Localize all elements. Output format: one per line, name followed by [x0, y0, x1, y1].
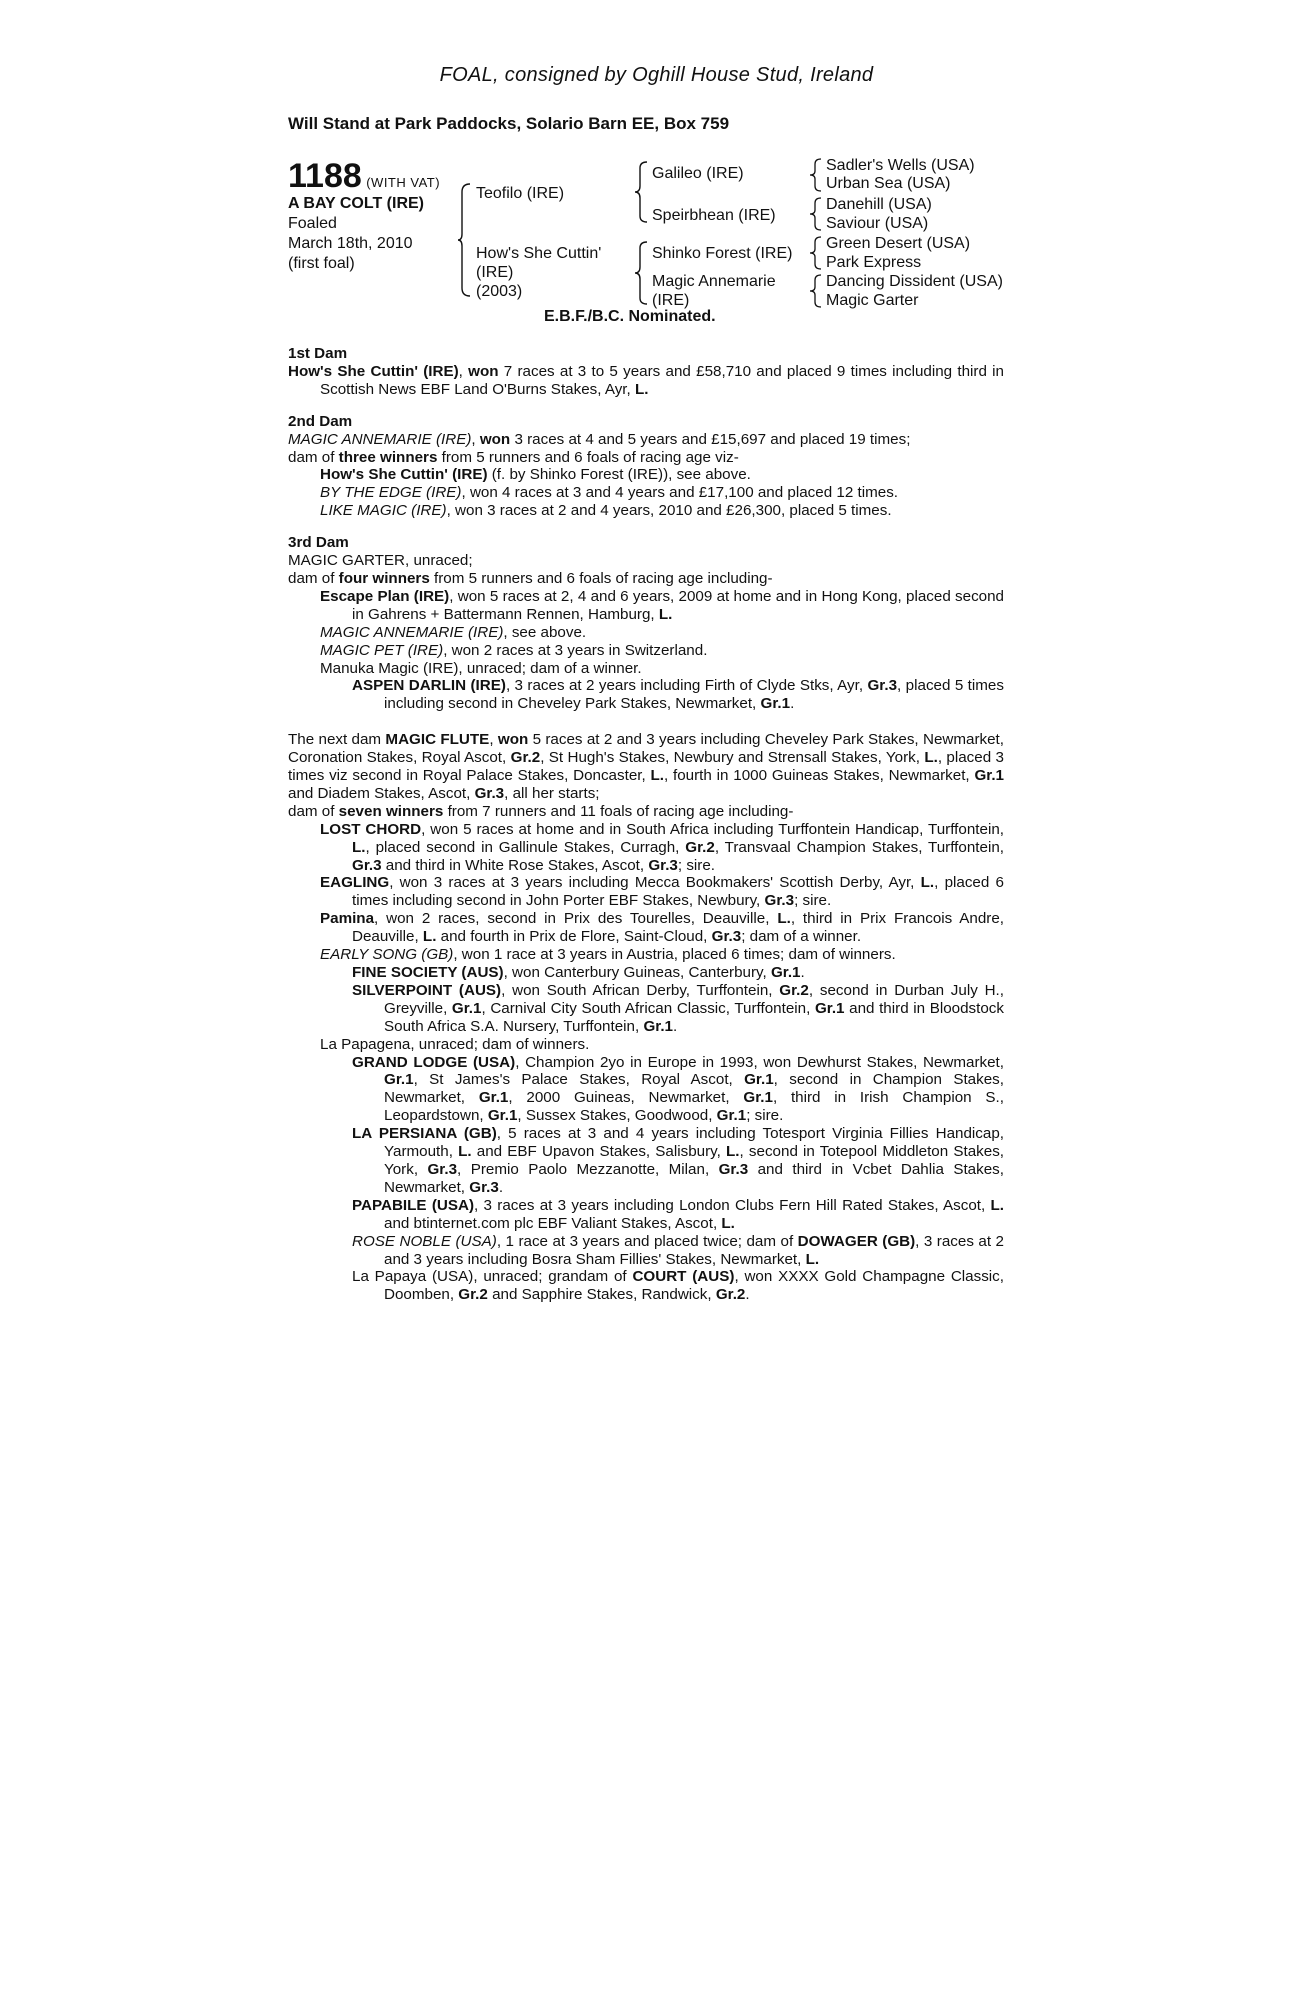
produce-entry	[288, 964, 1004, 982]
vat-note: (WITH VAT)	[366, 175, 441, 190]
produce-text: and third in Vcbet Dahlia Stakes, Newmarket,	[384, 1160, 1004, 1196]
first-dam-heading: 1st Dam	[288, 345, 348, 362]
lot-info	[288, 158, 440, 274]
produce-entry: Manuka Magic (IRE), unraced; dam of a winner.	[320, 659, 642, 677]
third-dam-heading: 3rd Dam	[288, 534, 349, 552]
grade-label: Gr.2	[458, 1286, 488, 1304]
pedigree-dam-name: How's She Cuttin'	[476, 245, 602, 262]
grade-label: L.	[777, 910, 791, 928]
produce-text: (f. by Shinko Forest (IRE)), see above.	[487, 466, 751, 484]
produce-text: , won 3 races at 3 years including Mecca Bookmakers' Scottish Derby, Ayr,	[389, 874, 921, 892]
grade-label: Gr.1	[770, 964, 801, 981]
grade-label: Gr.2	[715, 1286, 746, 1304]
second-dam-produce-summary	[288, 449, 1004, 467]
produce-text: , Transvaal Champion Stakes, Turffontein,	[714, 838, 1004, 856]
produce-entry	[288, 502, 1004, 520]
grade-label: Gr.1	[814, 999, 845, 1017]
record-text: , all her starts;	[504, 784, 600, 802]
grade-label: Gr.3	[427, 1160, 458, 1178]
produce-text: from 7 runners and 11 foals of racing age including-	[443, 802, 794, 820]
grade-label: Gr.3	[469, 1178, 499, 1196]
produce-name: Escape Plan (IRE)	[320, 587, 450, 605]
produce-entry	[288, 910, 1004, 946]
produce-entry	[288, 1233, 1004, 1269]
produce-entry	[288, 821, 1004, 875]
produce-text: , won 2 races at 3 years in Switzerland.	[443, 641, 708, 659]
consignor-header: FOAL, consigned by Oghill House Stud, Ireland	[439, 64, 874, 86]
produce-entry	[288, 466, 1004, 484]
produce-text: , placed second in Gallinule Stakes, Curragh,	[365, 838, 686, 856]
produce-name: LOST CHORD	[320, 820, 422, 838]
next-dam-produce-summary	[288, 803, 1004, 821]
first-dam-name: How's She Cuttin' (IRE)	[288, 362, 459, 380]
produce-text: ; sire.	[677, 856, 716, 874]
dd-brace	[810, 273, 822, 309]
dam-of-label: dam of	[288, 802, 339, 820]
dam-brace	[635, 240, 649, 306]
produce-name: EAGLING	[320, 874, 390, 892]
section-gap	[288, 713, 1004, 731]
produce-text: , second in Durban July H., Greyville,	[384, 981, 1004, 1017]
grade-label: L.	[352, 838, 366, 856]
grade-label: L.	[658, 605, 673, 623]
grade-label: Gr.1	[451, 999, 482, 1017]
produce-text: , St James's Palace Stakes, Royal Ascot,	[413, 1071, 745, 1089]
produce-text: , Premio Paolo Mezzanotte, Milan,	[457, 1160, 719, 1178]
produce-text: , 3 races at 3 years including London Clubs Fern Hill Rated Stakes, Ascot,	[474, 1196, 991, 1214]
foaled-date: March 18th, 2010	[288, 235, 413, 252]
grade-label: L.	[920, 874, 935, 892]
produce-entry	[288, 1197, 1004, 1233]
produce-text: , 3 races at 2 and 3 years including Bosra Sham Fillies' Stakes, Newmarket,	[384, 1232, 1004, 1268]
produce-text: and third in Bloodstock South Africa S.A. Nursery, Turffontein,	[384, 999, 1004, 1035]
produce-text: La Papaya (USA), unraced; grandam of	[352, 1268, 633, 1286]
produce-text: and third in White Rose Stakes, Ascot,	[381, 856, 649, 874]
foaled-label: Foaled	[288, 215, 337, 232]
lot-number: 1188	[288, 157, 362, 195]
produce-text: ; sire.	[794, 892, 832, 910]
pedigree-dam-dam-country: (IRE)	[652, 292, 690, 309]
grade-label: Gr.3	[711, 928, 742, 946]
produce-text: , third in Irish Champion S., Leopardstown,	[384, 1089, 1004, 1125]
punctuation: .	[790, 695, 795, 713]
grade-label: Gr.1	[716, 1107, 747, 1125]
third-dam-record: MAGIC GARTER, unraced;	[288, 552, 473, 570]
won-label: won	[479, 430, 511, 448]
produce-entry	[288, 1054, 1004, 1126]
grade-label: Gr.1	[760, 695, 791, 713]
ss-brace	[810, 157, 822, 193]
won-label: won	[468, 362, 499, 380]
third-dam-produce-summary	[288, 570, 1004, 588]
produce-text: , see above.	[503, 623, 587, 641]
produce-text: and fourth in Prix de Flore, Saint-Cloud,	[436, 928, 712, 946]
grade-label: Gr.3	[764, 892, 795, 910]
produce-entry	[288, 624, 1004, 642]
winners-count: seven winners	[338, 802, 444, 820]
grade-label: Gr.3	[474, 784, 505, 802]
grade-label: L.	[458, 1143, 472, 1161]
produce-text: , won 2 races, second in Prix des Tourelles, Deauville,	[374, 910, 778, 928]
produce-text: , won 1 race at 3 years in Austria, placed 6 times; dam of winners.	[453, 946, 896, 964]
pedigree-sire-sire: Galileo (IRE)	[652, 165, 744, 182]
produce-name: ROSE NOBLE (USA)	[352, 1232, 497, 1250]
won-label: won	[497, 731, 529, 749]
produce-entry	[288, 588, 1004, 624]
stabling-line: Will Stand at Park Paddocks, Solario Barn EE, Box 759	[288, 114, 730, 133]
produce-text: , won Canterbury Guineas, Canterbury,	[503, 964, 771, 981]
grade-label: Gr.1	[743, 1089, 773, 1107]
produce-text: , won XXXX Gold Champagne Classic, Doomben,	[384, 1268, 1004, 1304]
lot-title: A BAY COLT (IRE)	[288, 195, 425, 212]
produce-entry	[288, 946, 1004, 964]
grade-label: L.	[924, 749, 938, 767]
produce-entry: La Papagena, unraced; dam of winners.	[320, 1035, 590, 1053]
produce-name: LA PERSIANA (GB)	[352, 1125, 497, 1143]
grade-label: Gr.3	[718, 1160, 749, 1178]
grade-label: Gr.2	[779, 981, 809, 999]
foal-note: (first foal)	[288, 255, 355, 272]
next-dam-name: MAGIC FLUTE	[385, 731, 490, 749]
grade-label: L.	[422, 928, 437, 946]
produce-name: Pamina	[320, 910, 375, 928]
produce-name: COURT (AUS)	[632, 1268, 735, 1286]
record-text: , placed 3 times viz second in Royal Palace Stakes, Doncaster,	[288, 749, 1004, 785]
grade-label: Gr.2	[510, 749, 541, 767]
grade-label: Gr.3	[648, 856, 678, 874]
pedigree-dam-dam-name: Magic Annemarie	[652, 273, 776, 290]
pedigree-dss: Green Desert (USA)	[826, 235, 971, 252]
produce-text: , placed 6 times including second in John Porter EBF Stakes, Newbury,	[352, 874, 1004, 910]
produce-entry	[288, 1268, 1004, 1304]
grade-label: Gr.3	[867, 677, 898, 695]
produce-text: and EBF Upavon Stakes, Salisbury,	[471, 1143, 727, 1161]
produce-text: , second in Champion Stakes, Newmarket,	[384, 1071, 1004, 1107]
produce-name: GRAND LODGE (USA)	[352, 1053, 516, 1071]
nomination-note: E.B.F./B.C. Nominated.	[544, 308, 716, 325]
produce-text: , third in Prix Francois Andre, Deauville,	[352, 910, 1004, 946]
winners-count: three winners	[338, 448, 438, 466]
pedigree-sdd: Saviour (USA)	[826, 215, 929, 232]
next-dam-record: The next dam MAGIC FLUTE, won 5 races at 2 and 3 years including Cheveley Park Stakes, Newmarket, Coronation Stakes, Royal Ascot, Gr.2, St Hugh's Stakes, Newbury and Strensall Stakes, York, L., placed 3 times viz second in Royal Palace Stakes, Doncaster, L., fourth in 1000 Guineas Stakes, Newmarket, Gr.1 and Diadem Stakes, Ascot, Gr.3, all her starts;	[288, 731, 1005, 802]
record-text: , St Hugh's Stakes, Newbury and Strensall Stakes, York,	[540, 749, 925, 767]
pedigree-dam-sire: Shinko Forest (IRE)	[652, 245, 793, 262]
lot-number-line	[288, 158, 440, 194]
grade-label: Gr.2	[685, 838, 715, 856]
produce-name: How's She Cuttin' (IRE)	[320, 466, 488, 484]
produce-entry	[288, 484, 1004, 502]
produce-text: from 5 runners and 6 foals of racing age including-	[429, 569, 773, 587]
sire-dam-brace	[458, 182, 472, 298]
grade-label: Gr.1	[974, 767, 1005, 785]
pedigree-dam-dam	[652, 272, 776, 310]
pedigree-ssd: Urban Sea (USA)	[826, 175, 951, 192]
record-text: 5 races at 2 and 3 years including Cheveley Park Stakes, Newmarket, Coronation Stakes, Royal Ascot,	[288, 731, 1004, 767]
catalogue-body	[288, 345, 1004, 1304]
grade-label: L.	[805, 1250, 820, 1268]
produce-entry	[288, 642, 1004, 660]
sd-brace	[810, 196, 822, 232]
record-text: , fourth in 1000 Guineas Stakes, Newmarket,	[664, 767, 975, 785]
grade-label: Gr.1	[643, 1017, 673, 1035]
produce-text: , won 3 races at 2 and 4 years, 2010 and £26,300, placed 5 times.	[446, 502, 892, 520]
grade-label: L.	[650, 767, 664, 785]
pedigree-dam	[476, 244, 601, 301]
produce-entry	[288, 874, 1004, 910]
second-dam-name: MAGIC ANNEMARIE (IRE)	[288, 430, 472, 448]
produce-name: BY THE EDGE (IRE)	[320, 484, 462, 502]
dam-of-label: dam of	[288, 448, 339, 466]
sire-brace	[635, 160, 649, 224]
produce-text: and btinternet.com plc EBF Valiant Stakes, Ascot,	[384, 1214, 722, 1232]
pedigree-sire-dam: Speirbhean (IRE)	[652, 207, 776, 224]
second-dam-record: MAGIC ANNEMARIE (IRE), won 3 races at 4 and 5 years and £15,697 and placed 19 times;	[288, 430, 911, 448]
produce-entry	[288, 1125, 1004, 1197]
produce-text: and Sapphire Stakes, Randwick,	[487, 1286, 716, 1304]
pedigree-ddd: Magic Garter	[826, 292, 919, 309]
produce-name: EARLY SONG (GB)	[320, 946, 454, 964]
pedigree-sds: Danehill (USA)	[826, 196, 932, 213]
produce-entry	[288, 677, 1004, 713]
produce-name: MAGIC PET (IRE)	[320, 641, 444, 659]
produce-text: , won South African Derby, Turffontein,	[501, 981, 780, 999]
winners-count: four winners	[338, 569, 430, 587]
punctuation: .	[745, 1286, 750, 1304]
produce-name: PAPABILE (USA)	[352, 1196, 475, 1214]
produce-name: LIKE MAGIC (IRE)	[320, 502, 447, 520]
punctuation: .	[498, 1178, 504, 1196]
record-text: and Diadem Stakes, Ascot,	[288, 784, 475, 802]
produce-text: , 5 races at 3 and 4 years including Totesport Virginia Fillies Handicap, Yarmouth,	[384, 1125, 1005, 1161]
grade-label: Gr.1	[384, 1071, 414, 1089]
produce-name: DOWAGER (GB)	[797, 1232, 916, 1250]
ds-brace	[810, 235, 822, 271]
produce-text: , 3 races at 2 years including Firth of Clyde Stks, Ayr,	[505, 677, 868, 695]
produce-entry	[288, 982, 1004, 1036]
punctuation: .	[800, 964, 805, 981]
pedigree-dsd: Park Express	[826, 254, 922, 271]
produce-text: , Sussex Stakes, Goodwood,	[517, 1107, 717, 1125]
produce-text: , 1 race at 3 years and placed twice; dam of	[496, 1232, 798, 1250]
grade-label: L.	[726, 1143, 740, 1161]
produce-name: MAGIC ANNEMARIE (IRE)	[320, 623, 504, 641]
produce-text: , won 5 races at 2, 4 and 6 years, 2009 at home and in Hong Kong, placed second in Gahrens + Battermann Rennen, Hamburg,	[352, 587, 1005, 623]
grade-label: L.	[990, 1196, 1004, 1214]
grade-label: L.	[634, 380, 649, 398]
produce-text: , Champion 2yo in Europe in 1993, won Dewhurst Stakes, Newmarket,	[515, 1053, 1004, 1071]
produce-text: , placed 5 times including second in Cheveley Park Stakes, Newmarket,	[384, 677, 1004, 713]
grade-label: Gr.1	[487, 1107, 518, 1125]
produce-name: FINE SOCIETY (AUS)	[352, 964, 504, 981]
produce-name: ASPEN DARLIN (IRE)	[352, 677, 506, 695]
second-dam-text: 3 races at 4 and 5 years and £15,697 and placed 19 times;	[510, 430, 911, 448]
second-dam-heading: 2nd Dam	[288, 412, 353, 430]
produce-text: ; dam of a winner.	[741, 928, 862, 946]
grade-label: Gr.3	[352, 856, 382, 874]
grade-label: L.	[721, 1214, 735, 1232]
punctuation: .	[673, 1017, 678, 1035]
pedigree-dam-country: (IRE)	[476, 264, 514, 281]
pedigree-sss: Sadler's Wells (USA)	[826, 157, 975, 174]
produce-text: from 5 runners and 6 foals of racing age viz-	[437, 448, 739, 466]
produce-text: , won 5 races at home and in South Africa including Turffontein Handicap, Turffontein,	[421, 820, 1004, 838]
produce-text: , second in Totepool Middleton Stakes, York,	[384, 1143, 1005, 1178]
dam-of-label: dam of	[288, 569, 339, 587]
pedigree-dam-year: (2003)	[476, 283, 523, 300]
grade-label: Gr.1	[744, 1071, 774, 1089]
produce-text: , 2000 Guineas, Newmarket,	[508, 1089, 744, 1107]
grade-label: Gr.1	[478, 1089, 509, 1107]
pedigree-dds: Dancing Dissident (USA)	[826, 273, 1003, 290]
first-dam-record: How's She Cuttin' (IRE), won 7 races at 3 to 5 years and £58,710 and placed 9 times including third in Scottish News EBF Land O'Burns Stakes, Ayr, L.	[288, 362, 1004, 398]
produce-text: ; sire.	[746, 1107, 784, 1125]
produce-text: , won 4 races at 3 and 4 years and £17,100 and placed 12 times.	[461, 484, 899, 502]
first-dam-text: 7 races at 3 to 5 years and £58,710 and placed 9 times including third in Scottish News EBF Land O'Burns Stakes, Ayr,	[320, 362, 1004, 398]
next-dam-intro: The next dam	[288, 731, 386, 749]
produce-text: , Carnival City South African Classic, Turffontein,	[481, 999, 815, 1017]
produce-name: SILVERPOINT (AUS)	[352, 981, 502, 999]
pedigree-sire: Teofilo (IRE)	[476, 185, 565, 202]
